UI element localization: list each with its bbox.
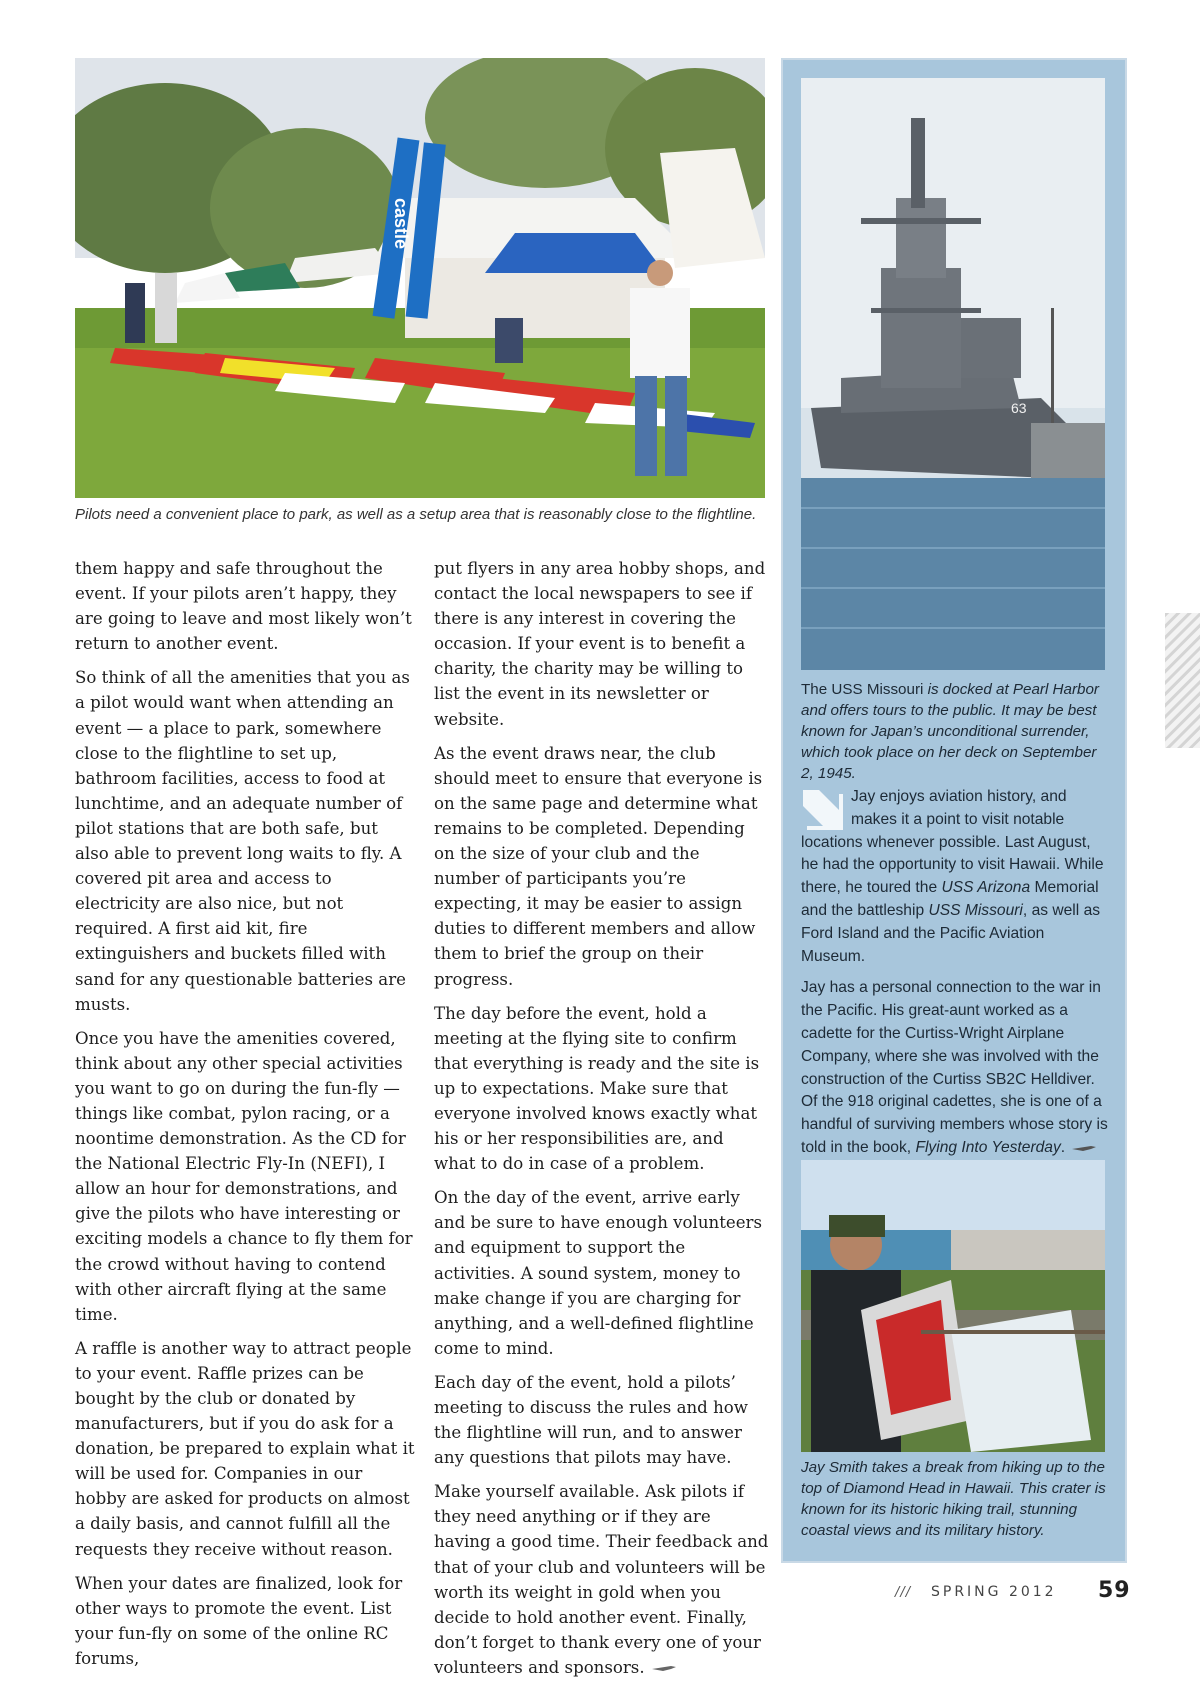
sidebar-text-run: Memorial and the battleship xyxy=(801,879,1099,919)
sidebar-article xyxy=(801,786,1111,1169)
page-number: 59 xyxy=(1098,1578,1131,1603)
page-footer xyxy=(895,1580,1135,1610)
footer-slashes: /// xyxy=(895,1585,912,1600)
paragraph-last xyxy=(434,1479,769,1680)
banner-text: castle xyxy=(391,198,411,250)
rc-flying-field-photo xyxy=(75,58,765,498)
page-edge-tab xyxy=(1165,613,1200,748)
sidebar-paragraph-1 xyxy=(801,786,1111,968)
issue-label: SPRING 2012 xyxy=(931,1584,1057,1600)
ship-name: USS Arizona xyxy=(941,879,1031,897)
caption-rest: is docked at Pearl Harbor and offers tours to the public. It may be best known for Japan’s unconditional surrender, which took place on her deck on September 2, 1945. xyxy=(801,681,1099,782)
airplane-end-mark-icon xyxy=(1071,1143,1097,1153)
article-column-right xyxy=(434,556,769,1689)
sidebar-paragraph-2 xyxy=(801,977,1111,1159)
paragraph: A raffle is another way to attract people to your event. Raffle prizes can be bought by the club or donated by manufacturers, but if you do ask for a donation, be prepared to explain what it will be used for. Companies in our hobby are asked for products on almost a daily basis, and cannot fulfill all the requests they receive without reason. xyxy=(75,1338,415,1559)
ship-name: USS Missouri xyxy=(928,901,1023,919)
paragraph: So think of all the amenities that you as a pilot would want when attending an event — a place to park, somewhere close to the flightline to set up, bathroom facilities, access to food at lunchtime, and an adequate number of pilot stations that are both safe, but also able to prevent long waits to fly. A covered pit area and access to electricity are also nice, but not required. A first aid kit, fire extinguishers and buckets filled with sand for any questionable batteries are musts. xyxy=(75,668,410,1014)
sidebar-text-run: . xyxy=(1060,1138,1066,1156)
paragraph: Each day of the event, hold a pilots’ meeting to discuss the rules and how the flightline will run, and to answer any questions that pilots may have. xyxy=(434,1372,748,1468)
sidebar-text-run: Jay enjoys aviation history, and makes it a point to visit notable locations whenever possible. Last August, he had the opportunity to visit Hawaii. While there, he toured the xyxy=(801,788,1104,897)
ship-name: USS Missouri xyxy=(831,681,924,698)
arrow-down-right-icon xyxy=(801,788,843,830)
paragraph: As the event draws near, the club should meet to ensure that everyone is on the same page and determine what remains to be completed. Depending on the size of your club and the number of participants you’re expecting, it may be easier to assign duties to different members and allow them to brief the group on their progress. xyxy=(434,743,763,989)
paragraph: Once you have the amenities covered, think about any other special activities you want to go on during the fun-fly — things like combat, pylon racing, or a noontime demonstration. As the CD for the National Electric Fly-In (NEFI), I allow an hour for demonstrations, and give the pilots who have interesting or exciting models a chance to fly them for the crowd without having to contend with other aircraft flying at the same time. xyxy=(75,1028,413,1324)
uss-missouri-photo xyxy=(801,78,1105,670)
caption-lead: The xyxy=(801,681,832,698)
hiker-photo-caption: Jay Smith takes a break from hiking up to the top of Diamond Head in Hawaii. This crater is known for its historic hiking trail, stunning coastal views and its military history. xyxy=(801,1459,1106,1539)
paragraph: On the day of the event, arrive early and be sure to have enough volunteers and equipment to support the activities. A sound system, money to make change if you are charging for anything, and a well-defined flightline come to mind. xyxy=(434,1188,762,1358)
paragraph: them happy and safe throughout the event. If your pilots aren’t happy, they are going to leave and most likely won’t return to another event. xyxy=(75,559,412,654)
paragraph: put flyers in any area hobby shops, and contact the local newspapers to see if there is any interest in covering the occasion. If your event is to benefit a charity, the charity may be willing to list the event in its newsletter or website. xyxy=(434,559,766,729)
paragraph-text: Make yourself available. Ask pilots if they need anything or if they are having a good time. Their feedback and that of your club and volunteers will be worth its weight in gold when you decide to hold another event. Finally, don’t forget to thank every one of your volunteers and sponsors. xyxy=(434,1482,769,1677)
book-title: Flying Into Yesterday xyxy=(915,1138,1061,1156)
hull-number: 63 xyxy=(1011,400,1027,416)
main-photo-caption: Pilots need a convenient place to park, as well as a setup area that is reasonably close to the flightline. xyxy=(75,506,757,523)
sidebar-text-run: , as well as Ford Island and the Pacific Aviation Museum. xyxy=(801,901,1101,965)
paragraph: When your dates are finalized, look for other ways to promote the event. List your fun-fly on some of the online RC forums, xyxy=(75,1573,403,1668)
paragraph: The day before the event, hold a meeting at the flying site to confirm that everything is ready and the site is up to expectations. Make sure that everyone involved knows exactly what his or her responsibilities are, and what to do in case of a problem. xyxy=(434,1003,760,1174)
airplane-end-mark-icon xyxy=(651,1663,677,1673)
ship-photo-caption xyxy=(801,679,1111,784)
sidebar-text-run: Jay has a personal connection to the war in the Pacific. His great-aunt worked as a cadette for the Curtiss-Wright Airplane Company, where she was involved with the construction of the Curtiss SB2C Helldiver. Of the 918 original cadettes, she is one of a handful of surviving members whose story is told in the book, xyxy=(801,979,1108,1156)
article-column-left xyxy=(75,556,415,1680)
diamond-head-hiker-photo xyxy=(801,1160,1105,1452)
